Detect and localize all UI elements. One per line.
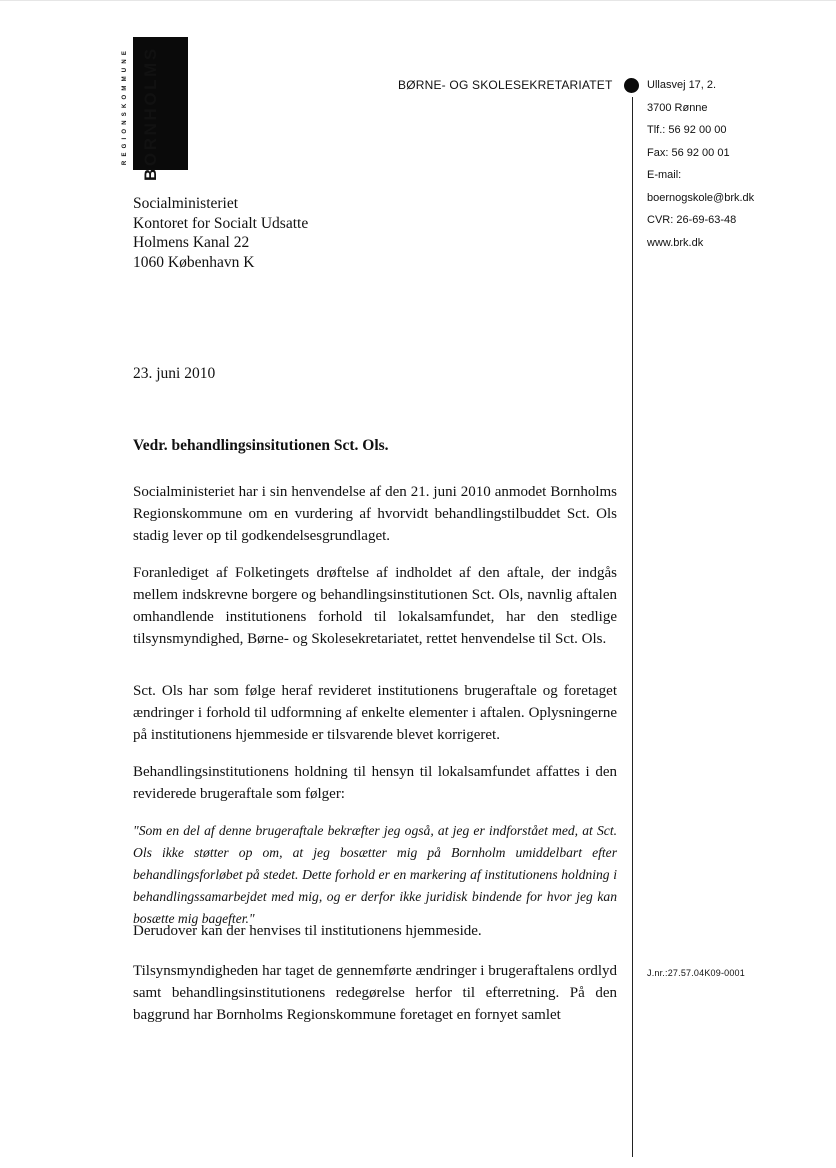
body-paragraph: Behandlingsinstitutionens holdning til hensyn til lokalsamfundet affattes i den reviderede brugeraftale som følger: [133, 764, 617, 802]
contact-divider-line [632, 97, 633, 1157]
recipient-line: 1060 København K [133, 253, 255, 271]
journal-number: J.nr.:27.57.04K09-0001 [647, 968, 745, 978]
quoted-agreement-text: "Som en del af denne brugeraftale bekræfter jeg også, at jeg er indforstået med, at Sct. Ols ikke støtter op om, at jeg bosætter mig på Bornholm umiddelbart efter behandlingsforløbet på stedet. Dette forhold er en markering af institutionens holdning i behandlingssamarbejdet med mig, og er derfor ikke juridisk bindende for hvor jeg kan bosætte mig bagefter." [133, 823, 617, 926]
body-paragraph: Sct. Ols har som følge heraf revideret institutionens brugeraftale og foretaget ændringer i forhold til udformning af enkelte elementer i aftalen. Oplysningerne på institutionens hjemmeside er tilsvarende blevet korrigeret. [133, 683, 617, 743]
recipient-line: Holmens Kanal 22 [133, 234, 250, 251]
contact-fax: Fax: 56 92 00 01 [647, 146, 730, 159]
contact-email-label: E-mail: [647, 169, 682, 181]
contact-cvr: CVR: 26-69-63-48 [647, 214, 737, 226]
bullet-dot-icon [624, 78, 639, 93]
body-paragraph: Socialministeriet har i sin henvendelse af den 21. juni 2010 anmodet Bornholms Regionskommune om en vurdering af hvorvidt behandlingstilbuddet Sct. Ols stadig lever op til godkendelsesgrundlaget. [133, 484, 617, 544]
contact-address: Ullasvej 17, 2. [647, 79, 717, 91]
logo-name: BORNHOLMS [141, 46, 160, 181]
contact-city: 3700 Rønne [647, 101, 708, 114]
letter-date: 23. juni 2010 [133, 365, 216, 382]
body-paragraph: Foranlediget af Folketingets drøftelse af indholdet af den aftale, der indgås mellem indskrevne borgere og behandlingsinstitutionen Sct. Ols, navnlig aftalen omhandlende institutionens forhold til lokalsamfundet, har den stedlige tilsynsmyndighed, Børne- og Skolesekretariatet, rettet henvendelse til Sct. Ols. [133, 565, 617, 647]
body-paragraph: Tilsynsmyndigheden har taget de gennemførte ændringer i brugeraftalens ordlyd samt behandlingsinstitutionens redegørelse herfor til efterretning. På den baggrund har Bornholms Regionskommune foretaget en fornyet samlet [133, 963, 617, 1023]
recipient-line: Kontoret for Socialt Udsatte [133, 214, 309, 232]
contact-block [647, 77, 827, 257]
letter-subject: Vedr. behandlingsinsitutionen Sct. Ols. [133, 437, 389, 454]
logo-subtitle: REGIONSKOMMUNE [122, 46, 128, 166]
department-name: BØRNE- OG SKOLESEKRETARIATET [398, 78, 613, 92]
contact-email: boernogskole@brk.dk [647, 191, 755, 204]
recipient-address [133, 194, 308, 272]
contact-website: www.brk.dk [647, 236, 704, 249]
recipient-line: Socialministeriet [133, 195, 239, 212]
page-top-edge [0, 0, 836, 1]
body-paragraph: Derudover kan der henvises til institutionens hjemmeside. [133, 923, 482, 939]
contact-phone: Tlf.: 56 92 00 00 [647, 124, 727, 136]
